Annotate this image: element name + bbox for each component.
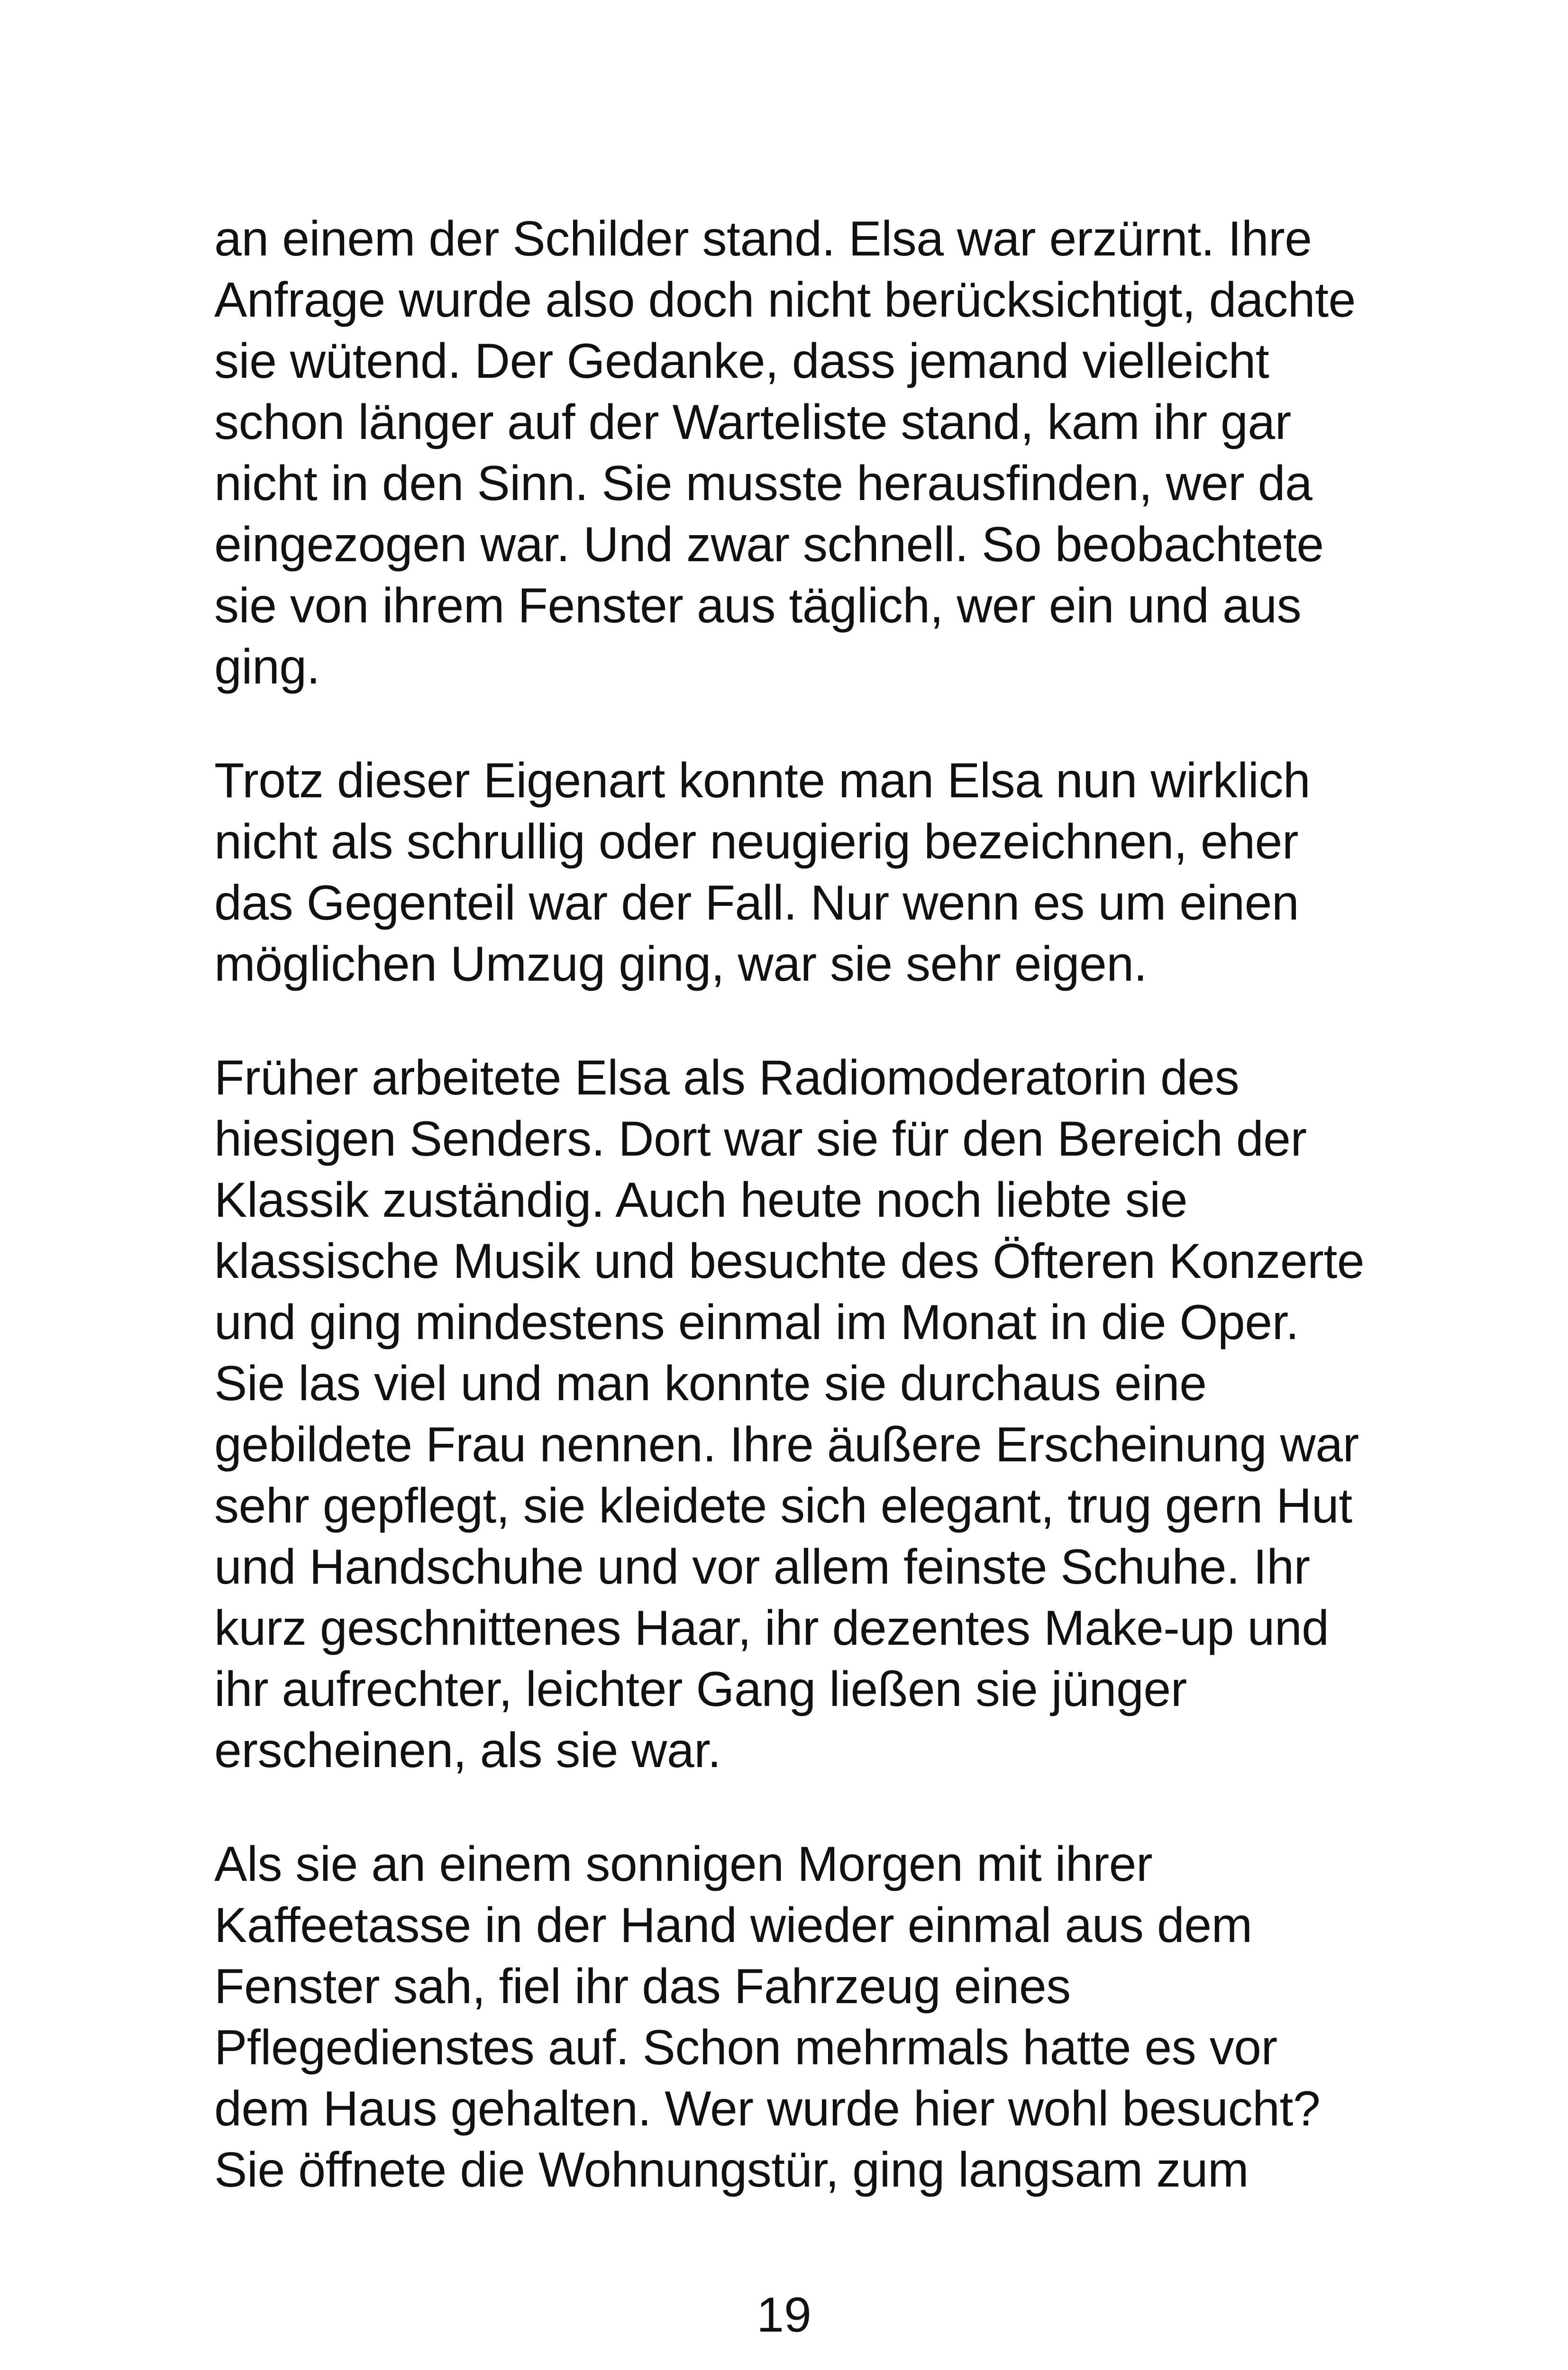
text-line: klassische Musik und besuchte des Öfteren Konzerte <box>214 1234 1365 1289</box>
text-line: sehr gepflegt, sie kleidete sich elegant, trug gern Hut <box>214 1478 1352 1533</box>
text-line: ihr aufrechter, leichter Gang ließen sie jünger <box>214 1662 1187 1717</box>
paragraph-2 <box>214 750 1409 995</box>
text-line: nicht als schrullig oder neugierig bezeichnen, eher <box>214 814 1299 869</box>
text-line: hiesigen Senders. Dort war sie für den Bereich der <box>214 1112 1307 1167</box>
text-line: Fenster sah, fiel ihr das Fahrzeug eines <box>214 1959 1071 2014</box>
paragraph-3 <box>214 1048 1409 1781</box>
text-line: erscheinen, als sie war. <box>214 1723 721 1778</box>
page-number: 19 <box>757 2288 811 2343</box>
paragraph-1 <box>214 209 1409 698</box>
text-line: kurz geschnittenes Haar, ihr dezentes Make-up und <box>214 1601 1329 1656</box>
text-line: möglichen Umzug ging, war sie sehr eigen. <box>214 937 1148 992</box>
text-line: nicht in den Sinn. Sie musste herausfinden, wer da <box>214 456 1313 511</box>
body-text <box>214 209 1409 2253</box>
text-line: Als sie an einem sonnigen Morgen mit ihrer <box>214 1837 1153 1892</box>
text-line: an einem der Schilder stand. Elsa war erzürnt. Ihre <box>214 211 1312 266</box>
text-line: gebildete Frau nennen. Ihre äußere Erscheinung war <box>214 1417 1359 1472</box>
text-line: schon länger auf der Warteliste stand, kam ihr gar <box>214 395 1291 450</box>
text-line: das Gegenteil war der Fall. Nur wenn es um einen <box>214 875 1299 930</box>
text-line: Pflegedienstes auf. Schon mehrmals hatte es vor <box>214 2020 1277 2075</box>
text-line: dem Haus gehalten. Wer wurde hier wohl besucht? <box>214 2081 1321 2136</box>
text-line: Trotz dieser Eigenart konnte man Elsa nun wirklich <box>214 753 1311 808</box>
text-line: Früher arbeitete Elsa als Radiomoderatorin des <box>214 1050 1240 1105</box>
text-line: eingezogen war. Und zwar schnell. So beobachtete <box>214 517 1324 572</box>
text-line: und ging mindestens einmal im Monat in die Oper. <box>214 1295 1299 1350</box>
text-line: sie wütend. Der Gedanke, dass jemand vielleicht <box>214 334 1269 389</box>
text-line: Klassik zuständig. Auch heute noch liebte sie <box>214 1173 1188 1228</box>
text-line: Sie öffnete die Wohnungstür, ging langsam zum <box>214 2142 1249 2197</box>
text-line: Sie las viel und man konnte sie durchaus eine <box>214 1356 1207 1411</box>
text-line: Anfrage wurde also doch nicht berücksichtigt, dachte <box>214 273 1356 328</box>
text-line: sie von ihrem Fenster aus täglich, wer ein und aus <box>214 578 1302 633</box>
text-line: Kaffeetasse in der Hand wieder einmal aus dem <box>214 1898 1252 1953</box>
text-line: und Handschuhe und vor allem feinste Schuhe. Ihr <box>214 1540 1310 1595</box>
paragraph-4 <box>214 1834 1409 2201</box>
text-line: ging. <box>214 639 320 694</box>
